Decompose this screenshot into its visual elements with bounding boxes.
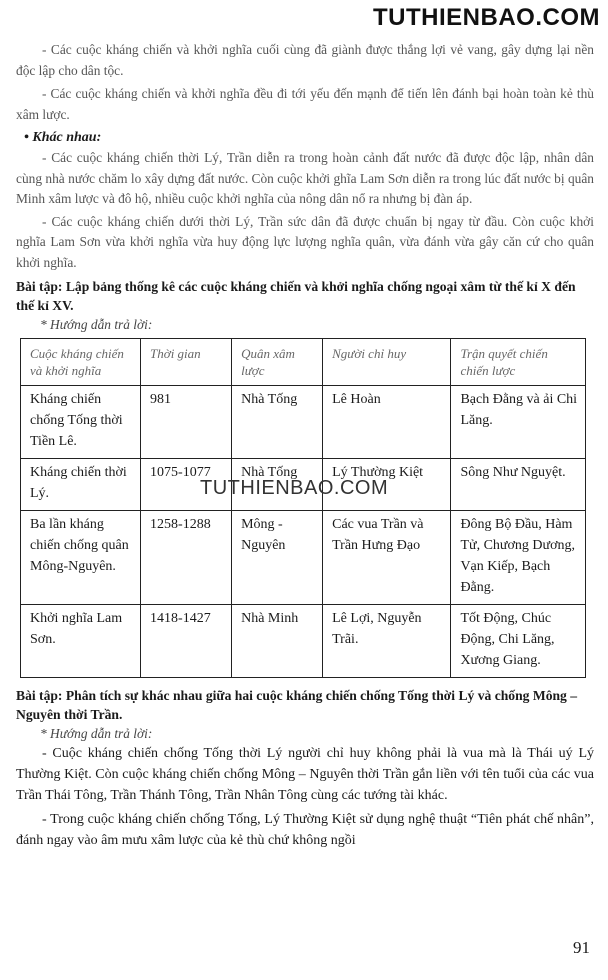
table-cell: Nhà Minh <box>232 605 323 678</box>
statistics-table <box>20 338 586 678</box>
table-cell: Các vua Trần và Trần Hưng Đạo <box>323 511 451 605</box>
table-cell: Đông Bộ Đầu, Hàm Tử, Chương Dương, Vạn Kiếp, Bạch Đằng. <box>451 511 586 605</box>
exercise-1-guide: * Hướng dẫn trả lời: <box>40 317 153 332</box>
table-row <box>21 386 586 459</box>
differences-paragraph-1: - Các cuộc kháng chiến thời Lý, Trần diễn ra trong hoàn cảnh đất nước đã được độc lập, nhân dân cùng nhà nước chăm lo xây dựng đất nước. Còn cuộc khởi ghĩa Lam Sơn diễn ra trong lúc đất nước bị quân Minh xâm lược và đô hộ, nhiều cuộc khởi nghĩa của nông dân nổ ra nhưng bị đàn áp. <box>16 150 594 206</box>
header-cell: Cuộc kháng chiến và khởi nghĩa <box>21 339 141 386</box>
page-number: 91 <box>573 938 590 957</box>
table-cell: Tốt Động, Chúc Động, Chi Lăng, Xương Giang. <box>451 605 586 678</box>
differences-heading: • Khác nhau: <box>24 130 102 145</box>
table-cell: Ba lần kháng chiến chống quân Mông-Nguyên. <box>21 511 141 605</box>
table-cell: Lý Thường Kiệt <box>323 459 451 511</box>
header-cell: Quân xâm lược <box>232 339 323 386</box>
answer-paragraph-2: - Trong cuộc kháng chiến chống Tống, Lý Thường Kiệt sử dụng nghệ thuật “Tiên phát chế nhân”, đánh ngay vào âm mưu xâm lược của kẻ thù chứ không ngồi <box>16 812 594 848</box>
table-cell: Kháng chiến chống Tống thời Tiền Lê. <box>21 386 141 459</box>
table-cell: 1075-1077 <box>141 459 232 511</box>
similarity-paragraph-1: - Các cuộc kháng chiến và khởi nghĩa cuối cùng đã giành được thắng lợi vẻ vang, gây dựng lại nền độc lập cho dân tộc. <box>16 42 594 78</box>
answer-paragraph-1: - Cuộc kháng chiến chống Tống thời Lý người chỉ huy không phải là vua mà là Thái uý Lý Thường Kiệt. Còn cuộc kháng chiến chống Mông – Nguyên thời Trần gắn liền với tên tuổi của các vua Trần Thái Tông, Trần Thánh Tông, Trần Nhân Tông cùng các tướng tài khác. <box>16 746 594 803</box>
header-cell: Người chỉ huy <box>323 339 451 386</box>
table-cell: Nhà Tống <box>232 459 323 511</box>
differences-paragraph-2: - Các cuộc kháng chiến dưới thời Lý, Trần sức dân đã được chuẩn bị ngay từ đầu. Còn cuộc khởi nghĩa Lam Sơn vừa khởi nghĩa vừa huy động lực lượng nghĩa quân, vừa đánh vừa gây căn cứ cho quân khởi nghĩa. <box>16 213 594 270</box>
exercise-1-title: Bài tập: Lập bảng thống kê các cuộc kháng chiến và khởi nghĩa chống ngoại xâm từ thế kỉ X đến thế kỉ XV. <box>16 279 576 313</box>
header-cell: Thời gian <box>141 339 232 386</box>
table-cell: 981 <box>141 386 232 459</box>
table-cell: Khởi nghĩa Lam Sơn. <box>21 605 141 678</box>
table-cell: Mông - Nguyên <box>232 511 323 605</box>
table-cell: Kháng chiến thời Lý. <box>21 459 141 511</box>
table-cell: Lê Hoàn <box>323 386 451 459</box>
table-header-row <box>21 339 586 386</box>
exercise-2-title: Bài tập: Phân tích sự khác nhau giữa hai cuộc kháng chiến chống Tống thời Lý và chống Mông – Nguyên thời Trần. <box>16 688 578 722</box>
header-cell: Trận quyết chiến chiến lược <box>451 339 586 386</box>
table-cell: Lê Lợi, Nguyễn Trãi. <box>323 605 451 678</box>
site-watermark: TUTHIENBAO.COM <box>373 4 600 31</box>
table-cell: 1418-1427 <box>141 605 232 678</box>
similarity-paragraph-2: - Các cuộc kháng chiến và khởi nghĩa đều đi tới yếu đến mạnh để tiến lên đánh bại hoàn toàn kẻ thù xâm lược. <box>16 86 594 122</box>
table-cell: 1258-1288 <box>141 511 232 605</box>
exercise-2-answer <box>16 743 594 851</box>
table-cell: Nhà Tống <box>232 386 323 459</box>
exercise-2-guide: * Hướng dẫn trả lời: <box>40 726 153 741</box>
table-row <box>21 511 586 605</box>
table-cell: Sông Như Nguyệt. <box>451 459 586 511</box>
table-cell: Bạch Đằng và ải Chi Lăng. <box>451 386 586 459</box>
center-watermark: TUTHIENBAO.COM <box>200 477 389 499</box>
page-content <box>16 40 594 851</box>
table-row <box>21 605 586 678</box>
